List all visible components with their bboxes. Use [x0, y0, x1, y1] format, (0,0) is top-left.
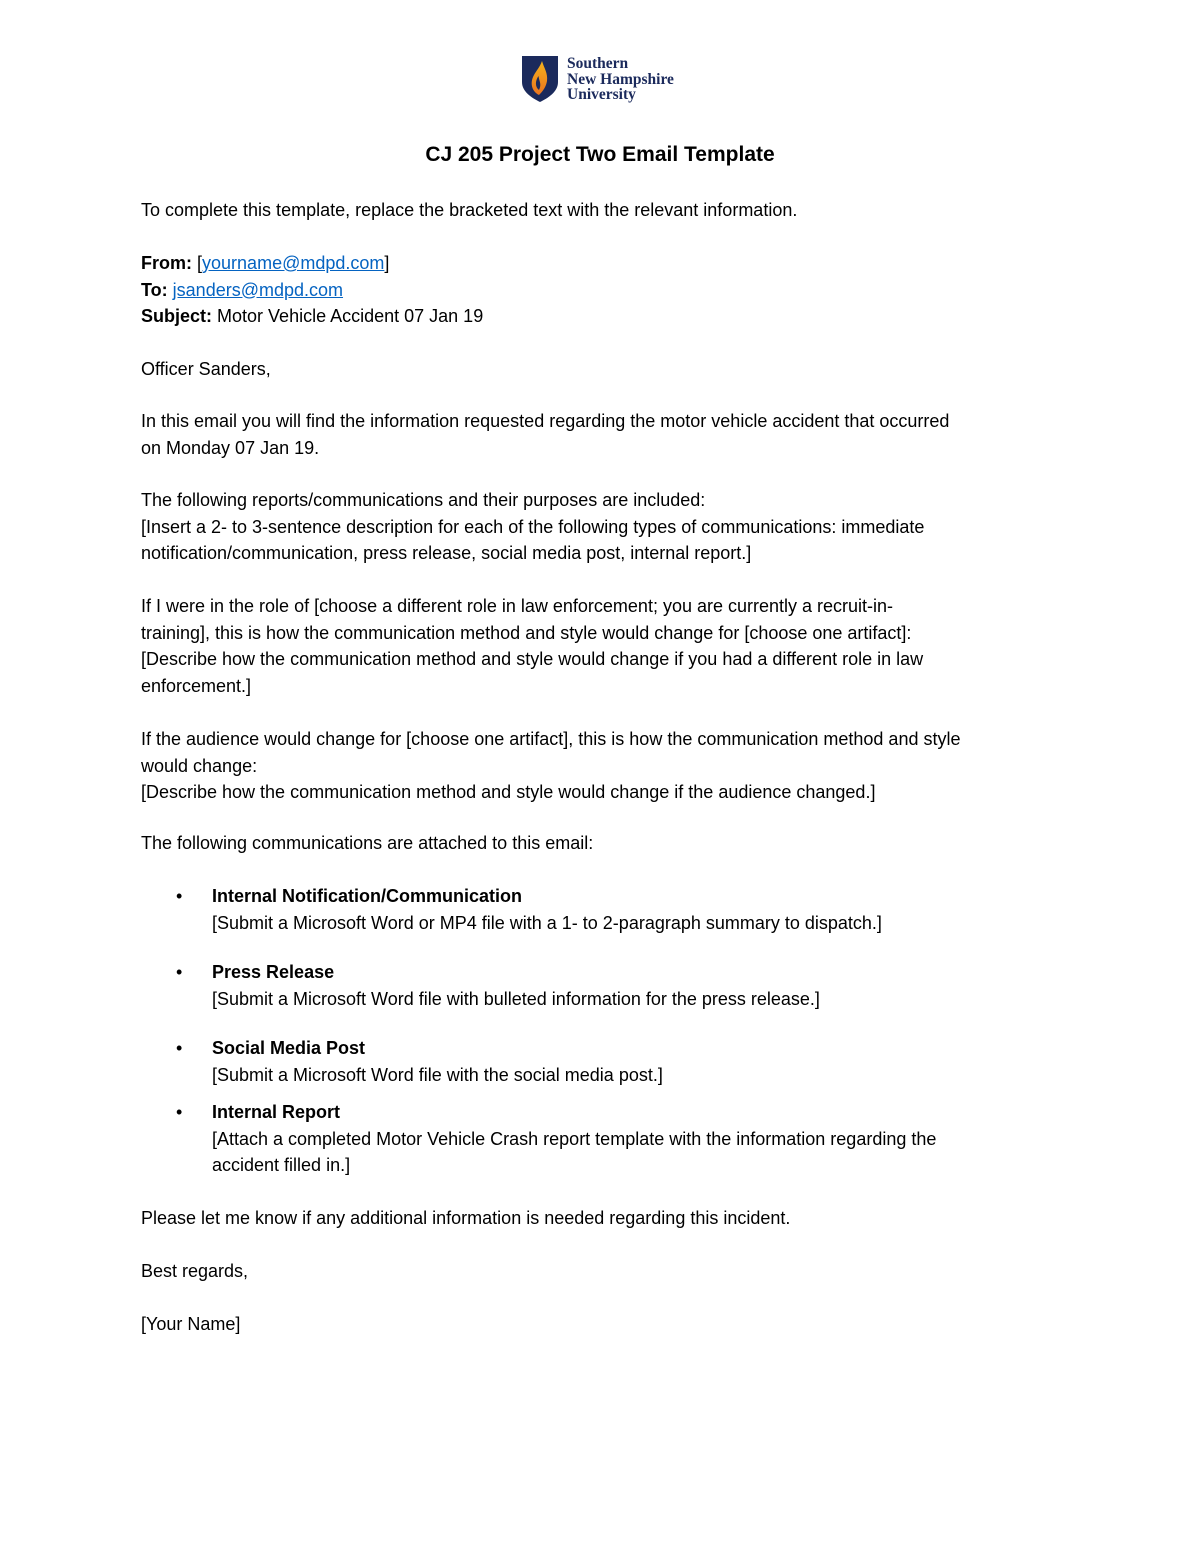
attachment-description: [Submit a Microsoft Word file with bulleted information for the press release.] — [212, 988, 820, 1009]
list-item — [212, 1099, 936, 1179]
reports-line: [Insert a 2- to 3-sentence description for each of the following types of communications: immediate — [141, 516, 925, 537]
logo-line-university: University — [567, 86, 636, 103]
instructions-paragraph — [141, 197, 797, 224]
closing-text: Please let me know if any additional information is needed regarding this incident. — [141, 1208, 791, 1228]
intro-line: on Monday 07 Jan 19. — [141, 437, 320, 458]
email-header — [141, 250, 483, 330]
signoff-text: Best regards, — [141, 1261, 249, 1281]
greeting-paragraph — [141, 356, 271, 383]
attachments-intro-paragraph — [141, 830, 593, 857]
signoff-paragraph — [141, 1258, 248, 1285]
from-email-link[interactable]: yourname@mdpd.com — [202, 253, 385, 273]
subject-value: Motor Vehicle Accident 07 Jan 19 — [217, 306, 484, 327]
list-item — [212, 1035, 663, 1088]
attachment-description: [Submit a Microsoft Word or MP4 file with a 1- to 2-paragraph summary to dispatch.] — [212, 912, 882, 933]
shield-flame-icon — [522, 56, 558, 102]
audience-line: would change: — [141, 755, 258, 776]
role-line: If I were in the role of [choose a different role in law enforcement; you are currently a recruit-in- — [141, 596, 894, 616]
role-paragraph — [141, 593, 923, 699]
from-bracket-close: ] — [384, 253, 390, 273]
attachment-title: • Press Release — [212, 962, 335, 982]
attachment-title: • Internal Report — [212, 1102, 341, 1122]
from-label: From: — [141, 253, 192, 273]
audience-line: [Describe how the communication method and style would change if the audience changed.] — [141, 782, 876, 803]
audience-paragraph — [141, 726, 960, 806]
subject-label: Subject: — [141, 306, 213, 327]
reports-line: The following reports/communications and their purposes are included: — [141, 490, 706, 510]
intro-line: In this email you will find the information requested regarding the motor vehicle accident that occurred — [141, 411, 950, 431]
reports-line: notification/communication, press release, social media post, internal report.] — [141, 543, 752, 564]
attachments-intro-text: The following communications are attached to this email: — [141, 833, 594, 853]
attachment-title: • Internal Notification/Communication — [212, 886, 523, 906]
role-line: enforcement.] — [141, 675, 252, 696]
logo-wordmark — [567, 56, 674, 103]
attachment-description: [Submit a Microsoft Word file with the social media post.] — [212, 1064, 663, 1085]
list-item — [212, 959, 820, 1012]
reports-paragraph — [141, 487, 924, 567]
attachment-description: accident filled in.] — [212, 1155, 351, 1176]
attachment-title: • Social Media Post — [212, 1038, 366, 1058]
subject-line — [141, 303, 483, 330]
to-label: To: — [141, 279, 168, 300]
greeting-text: Officer Sanders, — [141, 359, 271, 379]
signature-paragraph — [141, 1311, 240, 1338]
to-email-link[interactable]: jsanders@mdpd.com — [172, 279, 344, 300]
list-item — [212, 883, 882, 936]
audience-line: If the audience would change for [choose one artifact], this is how the communication method and style — [141, 729, 961, 749]
to-line — [141, 277, 483, 304]
attachment-description: [Attach a completed Motor Vehicle Crash report template with the information regarding the — [212, 1128, 937, 1149]
signature-name: [Your Name] — [141, 1314, 241, 1334]
from-line — [141, 250, 483, 277]
role-line: [Describe how the communication method and style would change if you had a different role in law — [141, 649, 924, 670]
logo-line-new-hampshire: New Hampshire — [567, 70, 674, 88]
closing-paragraph — [141, 1205, 790, 1232]
role-line: training], this is how the communication method and style would change for [choose one artifact]: — [141, 622, 912, 643]
from-bracket-open: [ — [197, 253, 203, 273]
instructions-text: To complete this template, replace the bracketed text with the relevant information. — [141, 200, 798, 220]
document-title: CJ 205 Project Two Email Template — [425, 143, 775, 166]
intro-paragraph — [141, 408, 949, 461]
logo-line-southern: Southern — [567, 55, 629, 72]
